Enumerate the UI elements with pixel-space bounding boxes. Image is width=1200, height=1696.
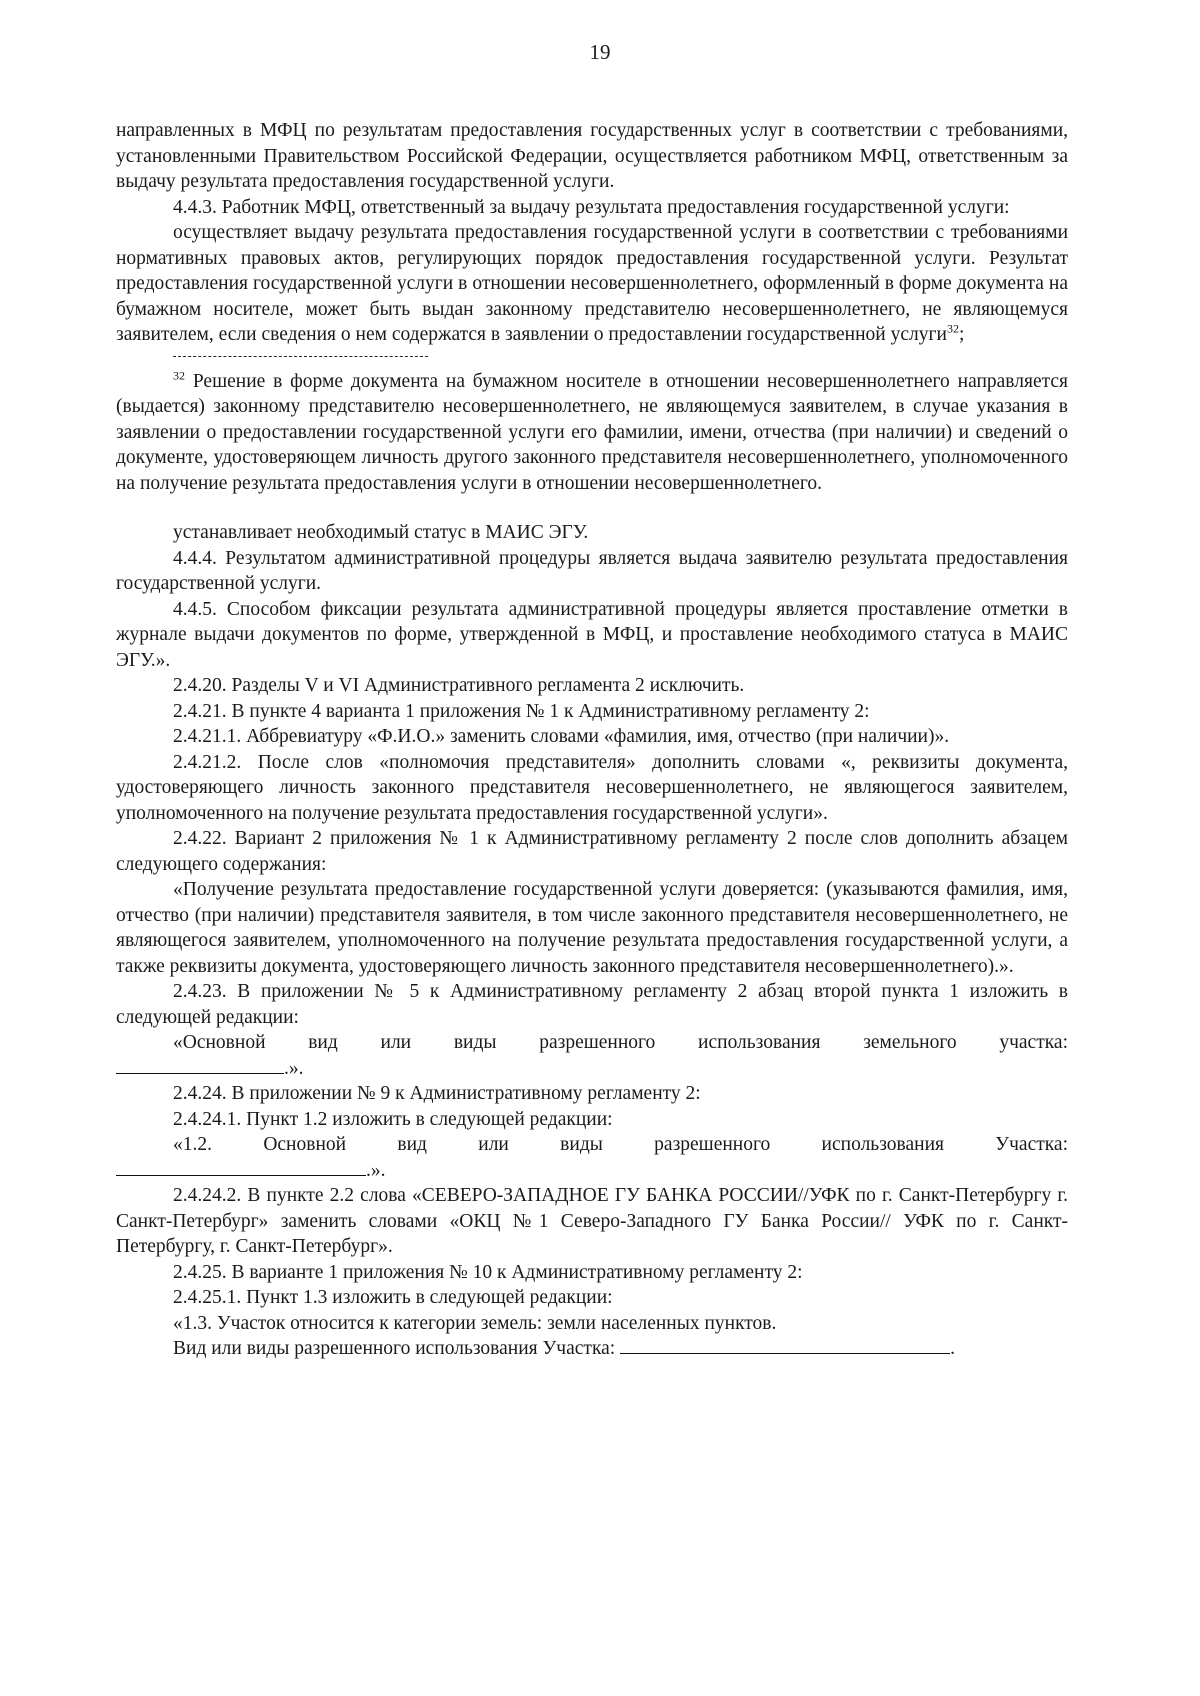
paragraph-4-4-5: 4.4.5. Способом фиксации результата административной процедуры является проставление отметки в журнале выдачи документов по форме, утвержденной в МФЦ, и проставление необходимого статуса в МАИС ЭГУ.». [116, 598, 1068, 671]
paragraph-text: осуществляет выдачу результата предоставления государственной услуги в соответствии с требованиями нормативных правовых актов, регулирующих порядок предоставления государственной услуги. Результат предоставления государственной услуги в отношении несовершеннолетнего, оформленный в форме документа на бумажном носителе, может быть выдан законному представителю несовершеннолетнего, не являющемуся заявителем, если сведения о нем содержатся в заявлении о предоставлении государственной услуги [116, 222, 1068, 345]
blank-field [116, 1159, 366, 1176]
paragraph-4-4-3: 4.4.3. Работник МФЦ, ответственный за выдачу результата предоставления государственной услуги: [173, 196, 1010, 218]
footnote-text: Решение в форме документа на бумажном носителе в отношении несовершеннолетнего направляется (выдается) законному представителю несовершеннолетнего, не являющемуся заявителем, в случае указания в заявлении о предоставлении государственной услуги его фамилии, имени, отчества (при наличии) и сведений о документе, удостоверяющем личность другого законного представителя несовершеннолетнего, уполномоченного на получение результата предоставления услуги в отношении несовершеннолетнего. [116, 370, 1068, 494]
paragraph-2-4-21: 2.4.21. В пункте 4 варианта 1 приложения № 1 к Административному регламенту 2: [173, 700, 870, 722]
paragraph: направленных в МФЦ по результатам предоставления государственных услуг в соответствии с требованиями, установленными Правительством Российской Федерации, осуществляется работником МФЦ, ответственным за выдачу результата предоставления государственной услуги. [116, 120, 1068, 192]
paragraph-quote-land-use: «Основной вид или виды разрешенного использования земельного участка: [173, 1032, 1068, 1053]
paragraph-quote-1-3: «1.3. Участок относится к категории земель: земли населенных пунктов. [173, 1312, 777, 1334]
blank-field [620, 1337, 950, 1354]
paragraph-2-4-24: 2.4.24. В приложении № 9 к Административному регламенту 2: [173, 1083, 701, 1104]
paragraph-permitted-use [116, 1336, 1068, 1362]
paragraph-2-4-23: 2.4.23. В приложении № 5 к Административному регламенту 2 абзац второй пункта 1 изложить в следующей редакции: [116, 981, 1068, 1028]
blank-line [116, 1056, 1068, 1082]
paragraph-4-4-4: 4.4.4. Результатом административной процедуры является выдача заявителю результата предоставления государственной услуги. [116, 547, 1068, 594]
page-number: 19 [589, 40, 611, 64]
blank-line-end: .». [366, 1159, 386, 1181]
paragraph-2-4-24-2: 2.4.24.2. В пункте 2.2 слова «СЕВЕРО-ЗАПАДНОЕ ГУ БАНКА РОССИИ//УФК по г. Санкт-Петербургу г. Санкт-Петербург» заменить словами «ОКЦ №1 Северо-Западного ГУ Банка России// УФК по г. Санкт-Петербургу, г. Санкт-Петербург». [116, 1185, 1068, 1257]
spacer [116, 496, 1068, 520]
paragraph-2-4-21-1: 2.4.21.1. Аббревиатуру «Ф.И.О.» заменить словами «фамилия, имя, отчество (при наличии)». [173, 726, 950, 747]
document-body [116, 118, 1068, 1362]
paragraph-2-4-21-2: 2.4.21.2. После слов «полномочия представителя» дополнить словами «, реквизиты документа, удостоверяющего личность законного представителя несовершеннолетнего, не являющегося заявителем, уполномоченного на получение результата предоставления государственной услуги». [116, 751, 1068, 824]
final-period: . [950, 1338, 955, 1359]
paragraph-quote-1-2: «1.2. Основной вид или виды разрешенного использования Участка: [173, 1134, 1068, 1155]
paragraph-text: Вид или виды разрешенного использования Участка: [173, 1338, 616, 1359]
paragraph-quote-receipt: «Получение результата предоставление государственной услуги доверяется: (указываются фамилия, имя, отчество (при наличии) представителя заявителя, в том числе законного представителя несовершеннолетнего, не являющегося заявителем, уполномоченного на получение результата предоставления государственной услуги, а также реквизиты документа, удостоверяющего личность законного представителя несовершеннолетнего).». [116, 879, 1068, 977]
paragraph-2-4-22: 2.4.22. Вариант 2 приложения № 1 к Административному регламенту 2 после слов дополнить абзацем следующего содержания: [116, 828, 1068, 875]
paragraph-status: устанавливает необходимый статус в МАИС ЭГУ. [173, 522, 589, 543]
footnote-number: 32 [173, 368, 185, 382]
footnote [116, 369, 1068, 497]
paragraph-2-4-25: 2.4.25. В варианте 1 приложения № 10 к Административному регламенту 2: [173, 1261, 803, 1283]
footnote-reference: 32 [946, 321, 959, 336]
paragraph-2-4-20: 2.4.20. Разделы V и VI Административного регламента 2 исключить. [173, 675, 745, 696]
paragraph-issue-result [116, 220, 1068, 348]
blank-line [116, 1158, 1068, 1184]
blank-field [116, 1057, 284, 1074]
paragraph-2-4-24-1: 2.4.24.1. Пункт 1.2 изложить в следующей редакции: [173, 1108, 613, 1130]
footnote-separator [173, 356, 428, 357]
blank-line-end: .». [284, 1057, 304, 1079]
paragraph-tail: ; [958, 324, 965, 345]
paragraph-2-4-25-1: 2.4.25.1. Пункт 1.3 изложить в следующей редакции: [173, 1287, 613, 1308]
